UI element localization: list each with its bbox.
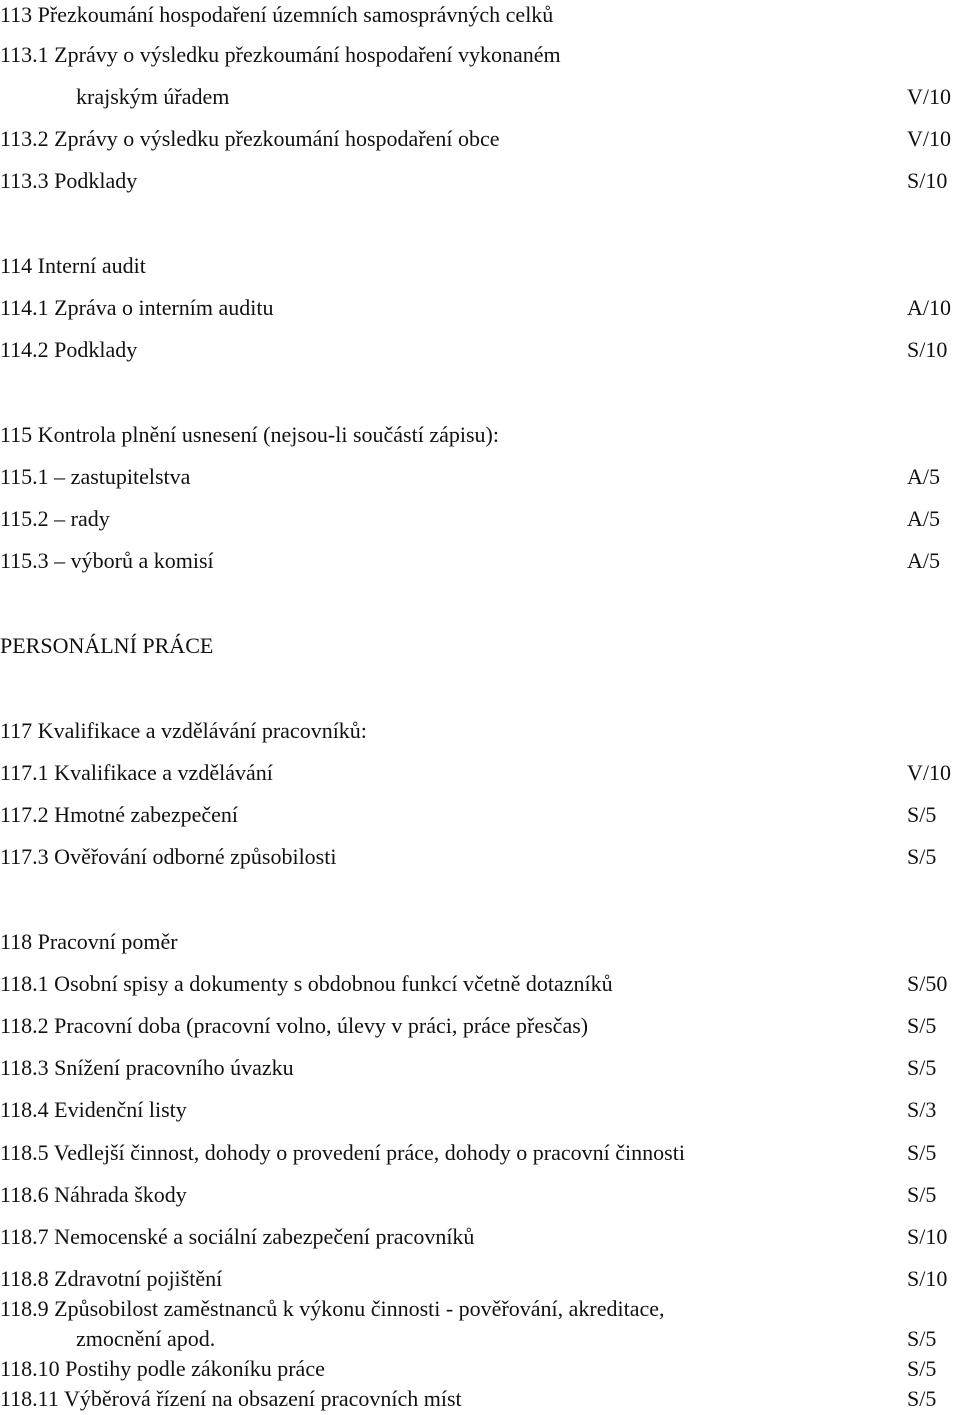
retention-code: S/5 <box>907 844 937 869</box>
item-118-6 <box>0 1180 960 1210</box>
retention-code: S/5 <box>907 1055 937 1080</box>
item-text: 118.6 Náhrada škody <box>0 1182 187 1207</box>
item-118-11 <box>0 1384 960 1414</box>
item-text: 113 Přezkoumání hospodaření územních samosprávných celků <box>0 2 554 27</box>
retention-code: A/5 <box>907 464 940 489</box>
section-115-heading <box>0 420 499 450</box>
item-115-3 <box>0 546 960 576</box>
item-text: 118.11 Výběrová řízení na obsazení pracovních míst <box>0 1386 462 1411</box>
item-118-8 <box>0 1264 960 1294</box>
item-text: 114.2 Podklady <box>0 337 138 362</box>
section-117-heading <box>0 716 367 746</box>
item-118-3 <box>0 1053 960 1083</box>
item-text: 115.2 – rady <box>0 506 110 531</box>
retention-code: S/5 <box>907 802 937 827</box>
item-114-1 <box>0 293 960 323</box>
item-text: 115.3 – výborů a komisí <box>0 548 214 573</box>
retention-code: A/10 <box>907 295 951 320</box>
item-text: 117.2 Hmotné zabezpečení <box>0 802 239 827</box>
item-text: 118.3 Snížení pracovního úvazku <box>0 1055 294 1080</box>
retention-code: S/10 <box>907 1224 948 1249</box>
item-114-2 <box>0 335 960 365</box>
item-text: 114 Interní audit <box>0 253 146 278</box>
item-text: 118.10 Postihy podle zákoníku práce <box>0 1356 325 1381</box>
item-118-9 <box>0 1294 960 1324</box>
retention-code: S/10 <box>907 1266 948 1291</box>
retention-code: S/10 <box>907 168 948 193</box>
item-text: 118.5 Vedlejší činnost, dohody o provedení práce, dohody o pracovní činnosti <box>0 1140 685 1165</box>
item-113-1 <box>0 40 561 70</box>
item-115-1 <box>0 462 960 492</box>
retention-code: V/10 <box>907 126 951 151</box>
item-text: 118.7 Nemocenské a sociální zabezpečení pracovníků <box>0 1224 475 1249</box>
item-text: 117.1 Kvalifikace a vzdělávání <box>0 760 273 785</box>
retention-code: V/10 <box>907 84 951 109</box>
retention-code: A/5 <box>907 548 940 573</box>
retention-code: S/5 <box>907 1140 937 1165</box>
section-118-heading <box>0 927 178 957</box>
item-117-1 <box>0 758 960 788</box>
retention-code: A/5 <box>907 506 940 531</box>
item-text: 113.2 Zprávy o výsledku přezkoumání hospodaření obce <box>0 126 500 151</box>
retention-code: S/5 <box>907 1386 937 1411</box>
item-113-2 <box>0 124 960 154</box>
item-118-9-continued <box>0 1324 960 1354</box>
item-118-4 <box>0 1095 960 1125</box>
item-text: 114.1 Zpráva o interním auditu <box>0 295 274 320</box>
item-text: krajským úřadem <box>76 84 230 109</box>
retention-code: V/10 <box>907 760 951 785</box>
item-118-10 <box>0 1354 960 1384</box>
item-text: 118 Pracovní poměr <box>0 929 178 954</box>
item-118-7 <box>0 1222 960 1252</box>
item-text: 118.1 Osobní spisy a dokumenty s obdobnou funkcí včetně dotazníků <box>0 971 613 996</box>
retention-code: S/3 <box>907 1097 937 1122</box>
retention-code: S/5 <box>907 1356 937 1381</box>
section-113-heading <box>0 0 553 30</box>
item-113-3 <box>0 166 960 196</box>
item-text: 117 Kvalifikace a vzdělávání pracovníků: <box>0 718 367 743</box>
retention-code: S/10 <box>907 337 948 362</box>
item-text: 115 Kontrola plnění usnesení (nejsou-li součástí zápisu): <box>0 422 499 447</box>
item-text: zmocnění apod. <box>76 1326 216 1351</box>
item-text: 113.1 Zprávy o výsledku přezkoumání hospodaření vykonaném <box>0 42 561 67</box>
retention-code: S/5 <box>907 1182 937 1207</box>
item-115-2 <box>0 504 960 534</box>
item-113-1-continued <box>0 82 960 112</box>
item-118-5 <box>0 1138 960 1168</box>
section-114-heading <box>0 251 146 281</box>
item-text: 113.3 Podklady <box>0 168 138 193</box>
item-text: PERSONÁLNÍ PRÁCE <box>0 633 214 658</box>
item-118-1 <box>0 969 960 999</box>
item-text: 118.9 Způsobilost zaměstnanců k výkonu činnosti - pověřování, akreditace, <box>0 1296 665 1321</box>
item-117-3 <box>0 842 960 872</box>
item-117-2 <box>0 800 960 830</box>
retention-code: S/5 <box>907 1013 937 1038</box>
item-text: 118.8 Zdravotní pojištění <box>0 1266 223 1291</box>
item-text: 118.2 Pracovní doba (pracovní volno, úlevy v práci, práce přesčas) <box>0 1013 589 1038</box>
item-text: 118.4 Evidenční listy <box>0 1097 187 1122</box>
section-personal-heading <box>0 631 213 661</box>
retention-code: S/50 <box>907 971 948 996</box>
item-text: 115.1 – zastupitelstva <box>0 464 191 489</box>
item-118-2 <box>0 1011 960 1041</box>
item-text: 117.3 Ověřování odborné způsobilosti <box>0 844 337 869</box>
retention-code: S/5 <box>907 1326 937 1351</box>
